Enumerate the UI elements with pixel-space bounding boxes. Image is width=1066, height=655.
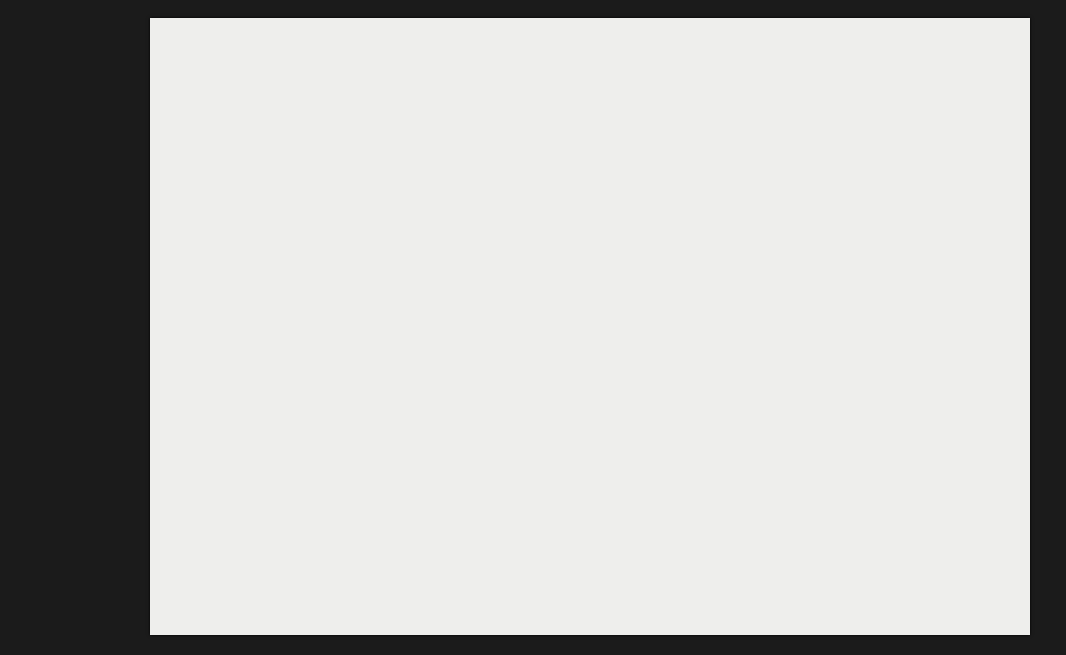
census-grid (150, 18, 1030, 635)
census-sheet (150, 18, 1030, 635)
